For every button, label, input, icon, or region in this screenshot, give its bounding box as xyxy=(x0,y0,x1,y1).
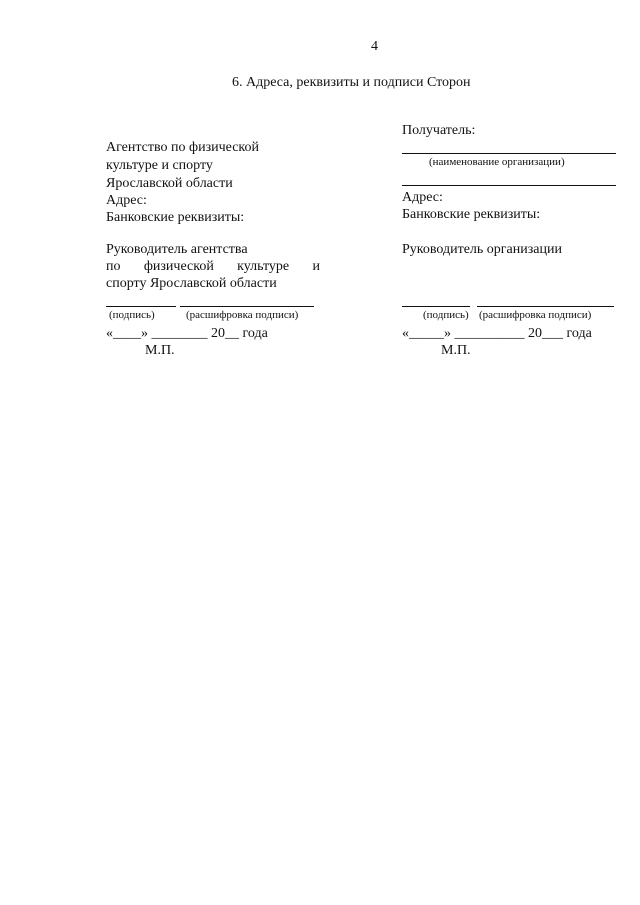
recipient-org-name-caption: (наименование организации) xyxy=(429,156,565,168)
recipient-signature-caption: (подпись) xyxy=(423,309,469,321)
recipient-head-title: Руководитель организации xyxy=(402,242,562,257)
agency-head-word: по xyxy=(106,259,121,274)
agency-decoding-caption: (расшифровка подписи) xyxy=(186,309,299,321)
recipient-decoding-caption: (расшифровка подписи) xyxy=(479,309,592,321)
recipient-date-line: «_____» __________ 20___ года xyxy=(402,326,592,341)
agency-head-word: физической xyxy=(143,259,214,274)
agency-name-line1: Агентство по физической xyxy=(106,140,259,155)
recipient-org-name-line-2 xyxy=(402,185,616,186)
recipient-signature-line xyxy=(402,306,470,307)
agency-head-word: культуре xyxy=(237,259,290,274)
page-number: 4 xyxy=(371,39,378,54)
agency-date-line: «____» ________ 20__ года xyxy=(106,326,268,341)
agency-bank-label: Банковские реквизиты: xyxy=(106,210,245,225)
agency-signature-caption: (подпись) xyxy=(109,309,155,321)
recipient-label: Получатель: xyxy=(402,123,476,138)
agency-head-title-line3: спорту Ярославской области xyxy=(106,276,277,291)
recipient-bank-label: Банковские реквизиты: xyxy=(402,207,541,222)
section-title: 6. Адреса, реквизиты и подписи Сторон xyxy=(232,75,471,90)
agency-head-word: и xyxy=(312,259,320,274)
agency-head-title-line1: Руководитель агентства xyxy=(106,242,248,257)
recipient-decoding-line xyxy=(477,306,614,307)
agency-signature-line xyxy=(106,306,176,307)
agency-decoding-line xyxy=(180,306,314,307)
recipient-address-label: Адрес: xyxy=(402,190,443,205)
recipient-stamp: М.П. xyxy=(441,343,471,358)
agency-address-label: Адрес: xyxy=(106,193,147,208)
agency-name-line3: Ярославской области xyxy=(106,176,233,191)
recipient-org-name-line xyxy=(402,153,616,154)
agency-stamp: М.П. xyxy=(145,343,175,358)
agency-head-title-line2 xyxy=(106,258,320,275)
agency-name-line2: культуре и спорту xyxy=(106,158,213,173)
